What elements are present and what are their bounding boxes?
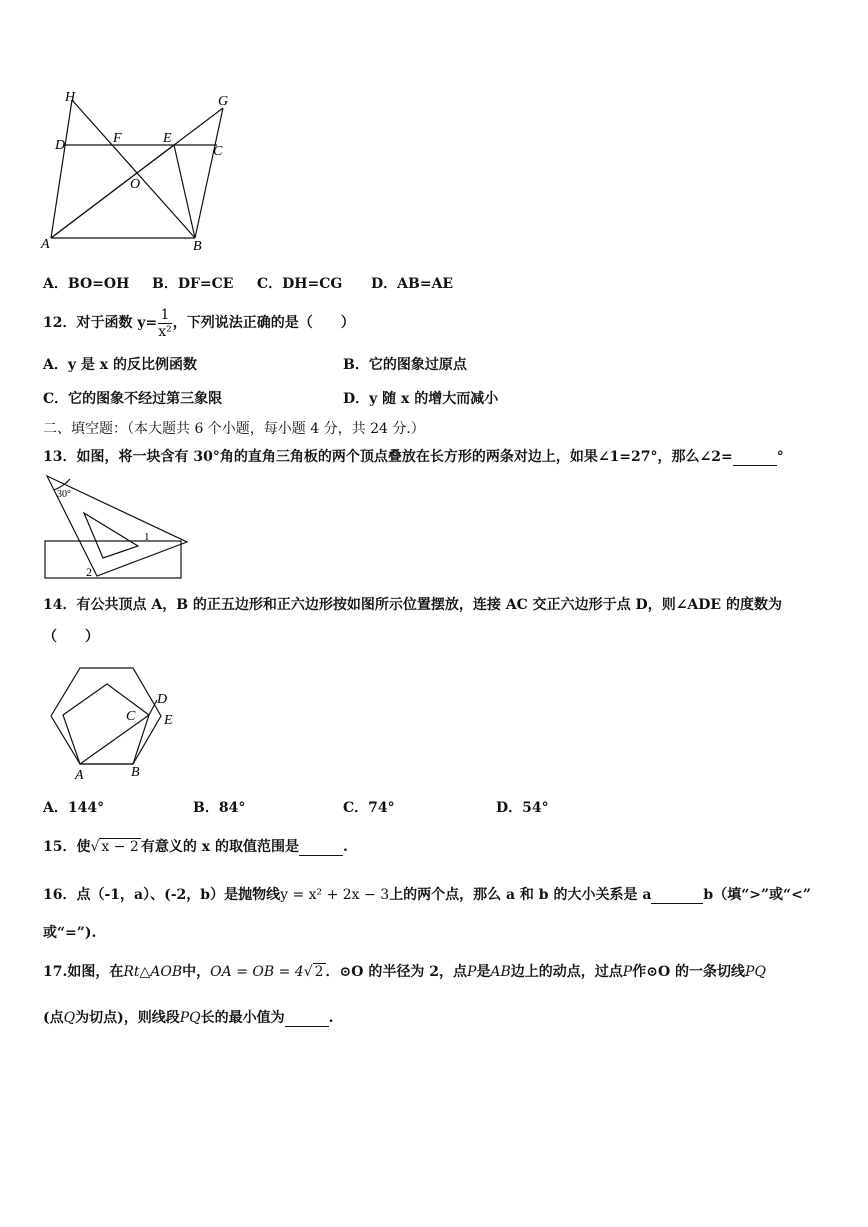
q13-label-30: 30° [57,489,71,500]
q17-equation: OA = OB = 4 [210,964,304,980]
q12-prefix: 12．对于函数 y= [43,315,158,331]
q11-option-b: B．DF=CE [152,276,234,292]
q17-text-b: 中， [182,964,211,980]
q16-prefix: 16．点（-1，a）、(-2，b）是抛物线 [43,887,281,903]
q16-question-line1 [43,884,811,904]
q14-question-line2: （ ） [43,629,99,645]
q12-option-a: A．y 是 x 的反比例函数 [43,357,197,373]
label-D: D [55,138,66,153]
q16-middle: 上的两个点，那么 a 和 b 的大小关系是 a [389,887,652,903]
q14-option-d: D．54° [496,800,549,816]
q14-question-line1: 14．有公共顶点 A，B 的正五边形和正六边形按如图所示位置摆放，连接 AC 交正六边形于点 D，则∠ADE 的度数为 [43,597,782,613]
q12-fraction [158,307,172,340]
label-H: H [65,90,76,105]
q16-answer-blank [651,887,703,904]
q12-option-c: C．它的图象不经过第三象限 [43,391,223,407]
label-F: F [113,131,122,146]
q17-text-c: ．⊙O 的半径为 2，点 [325,964,467,980]
q13-text: 13．如图，将一块含有 30°角的直角三角板的两个顶点叠放在长方形的两条对边上，如果∠1=27°，那么∠2= [43,449,733,465]
q11-option-c: C．DH=CG [257,276,343,292]
q17-segment-ab: AB [490,964,511,980]
q16-question-line2: 或“=”). [43,925,97,941]
q15-answer-blank [299,839,343,856]
q17-text-d: 是 [476,964,491,980]
q17-text-h: 为切点)，则线段 [75,1010,180,1026]
figure-q11 [35,85,245,255]
label-B: B [193,239,202,254]
q17-text-a: 17.如图，在 [43,964,124,980]
q17-text-g: (点 [43,1010,64,1026]
q13-label-1: 1 [144,531,150,543]
q16-after-blank: b（填“>”或“<” [703,887,811,903]
q15-radicand: x − 2 [101,839,139,855]
q15-end: . [342,839,348,855]
q15-suffix: 有意义的 x 的取值范围是 [140,839,299,855]
q14-option-b: B．84° [193,800,246,816]
q14-option-c: C．74° [343,800,395,816]
label-G: G [218,94,229,109]
q14-label-E: E [164,713,173,728]
q14-label-D: D [157,692,168,707]
q15-prefix: 15．使 [43,839,91,855]
q17-rt-triangle: Rt△AOB [123,964,183,980]
q11-option-d: D．AB=AE [371,276,454,292]
q12-frac-numerator: 1 [158,307,172,324]
label-E: E [163,131,172,146]
q12-question [43,303,355,343]
q17-text-e: 边上的动点，过点 [510,964,623,980]
q17-text-i: 长的最小值为 [200,1010,285,1026]
q11-option-a: A．BO=OH [43,276,130,292]
q17-text-end: . [328,1010,334,1026]
q17-radicand: 2 [314,964,324,980]
q17-question-line2 [43,1007,334,1027]
label-O: O [130,177,141,192]
q14-option-a: A．144° [43,800,105,816]
figure-q14 [45,660,190,785]
q17-point-p-2: P [622,964,633,980]
q13-label-2: 2 [86,565,92,579]
q17-point-q: Q [63,1010,76,1026]
q17-point-p: P [466,964,477,980]
q17-question-line1 [43,961,766,981]
q17-answer-blank [285,1010,329,1027]
figure-q13 [40,470,190,585]
section-2-heading: 二、填空题：（本大题共 6 个小题，每小题 4 分，共 24 分.） [43,421,425,437]
q13-question [43,446,784,466]
q17-segment-pq-2: PQ [179,1010,201,1026]
q15-question [43,836,348,856]
q15-radical-sign: √ [90,839,100,855]
q13-degree: ° [776,449,784,465]
q12-suffix: ，下列说法正确的是（ ） [172,315,355,331]
q17-text-f: 作⊙O 的一条切线 [632,964,746,980]
q14-label-B: B [131,765,140,780]
q16-formula: y = x² + 2x − 3 [280,887,390,903]
q12-frac-denominator: x² [158,323,172,340]
q13-answer-blank [733,449,777,466]
q14-label-C: C [126,709,136,724]
label-A: A [41,237,50,252]
q17-radical-sign: √ [303,964,313,980]
q12-option-b: B．它的图象过原点 [343,357,467,373]
label-C: C [213,144,223,159]
q12-option-d: D．y 随 x 的增大而减小 [343,391,499,407]
q17-segment-pq: PQ [745,964,766,980]
q14-label-A: A [75,768,84,783]
